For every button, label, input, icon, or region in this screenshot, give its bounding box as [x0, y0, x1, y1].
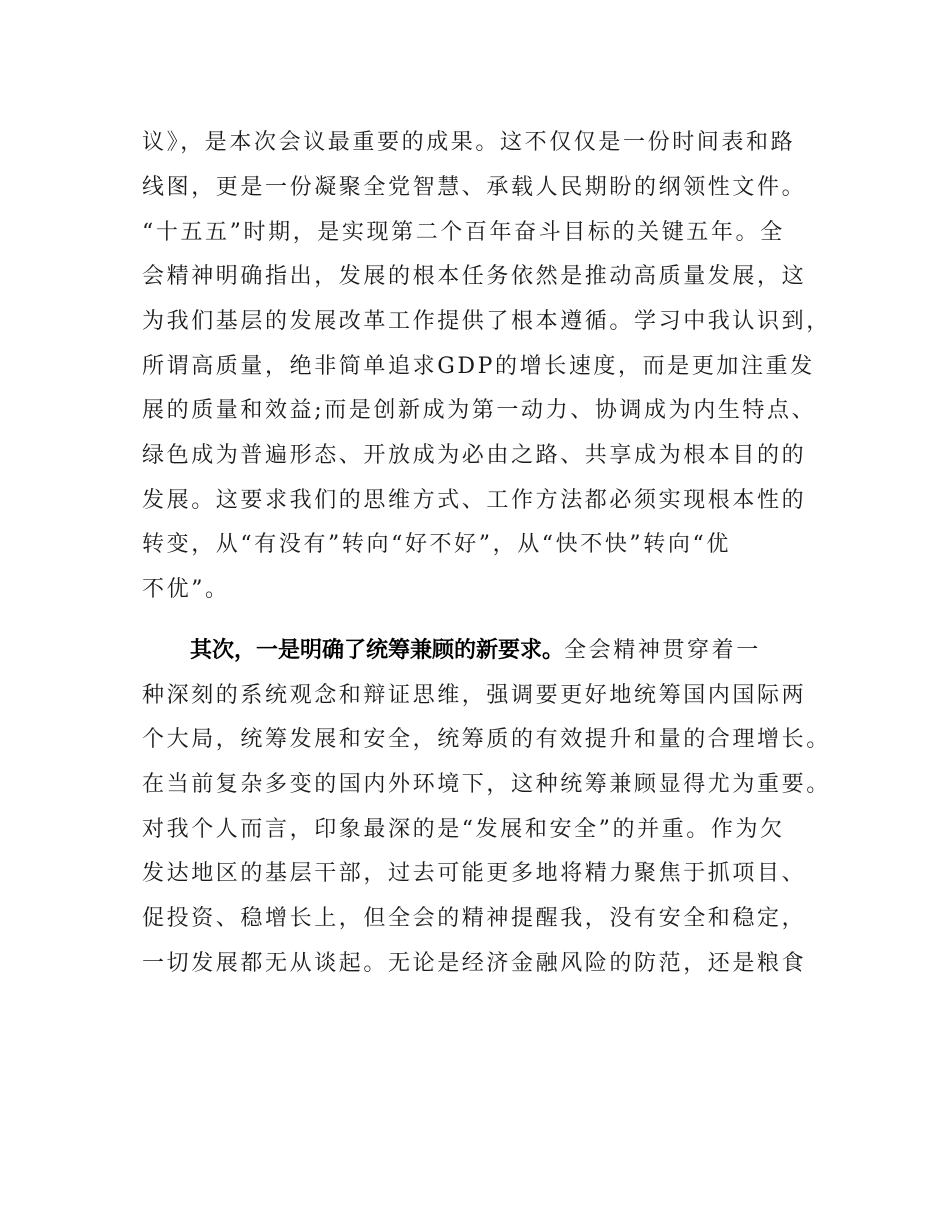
paragraph-2-line-3: 个大局，统筹发展和安全，统筹质的有效提升和量的合理增长。 [142, 727, 831, 752]
paragraph-2-line-6: 发达地区的基层干部，过去可能更多地将精力聚焦于抓项目、 [142, 861, 807, 886]
paragraph-2-first-line-rest: 全会精神贯穿着一 [564, 638, 761, 663]
paragraph-1-line-5: 为我们基层的发展改革工作提供了根本遵循。学习中我认识到， [142, 309, 831, 334]
paragraph-2-line-7: 促投资、稳增长上，但全会的精神提醒我，没有安全和稳定， [142, 906, 807, 931]
paragraph-2-line-5: 对我个人而言，印象最深的是“发展和安全”的并重。作为欠 [142, 817, 785, 842]
paragraph-1-line-6: 所谓高质量，绝非简单追求GDP的增长速度，而是更加注重发 [142, 354, 815, 379]
paragraph-1-line-7: 展的质量和效益;而是创新成为第一动力、协调成为内生特点、 [142, 398, 817, 423]
paragraph-2-heading: 其次，一是明确了统筹兼顾的新要求。 [190, 638, 565, 663]
paragraph-1-line-8: 绿色成为普遍形态、开放成为必由之路、共享成为根本目的的 [142, 443, 807, 468]
paragraph-1-line-10: 转变，从“有没有”转向“好不好”，从“快不快”转向“优 [142, 532, 731, 557]
paragraph-2-line-4: 在当前复杂多变的国内外环境下，这种统筹兼顾显得尤为重要。 [142, 772, 831, 797]
paragraph-2-line-2: 种深刻的系统观念和辩证思维，强调要更好地统筹国内国际两 [142, 683, 807, 708]
paragraph-1-line-9: 发展。这要求我们的思维方式、工作方法都必须实现根本性的 [142, 488, 807, 513]
paragraph-2-line-1 [190, 636, 860, 666]
paragraph-1-line-2: 线图，更是一份凝聚全党智慧、承载人民期盼的纲领性文件。 [142, 175, 807, 200]
paragraph-1-line-1: 议》，是本次会议最重要的成果。这不仅仅是一份时间表和路 [142, 130, 796, 155]
paragraph-1-line-4: 会精神明确指出，发展的根本任务依然是推动高质量发展，这 [142, 264, 807, 289]
paragraph-1-line-3: “十五五”时期，是实现第二个百年奋斗目标的关键五年。全 [142, 220, 785, 245]
paragraph-1-line-11: 不优”。 [142, 577, 230, 602]
paragraph-2-line-8: 一切发展都无从谈起。无论是经济金融风险的防范，还是粮食 [142, 951, 807, 976]
